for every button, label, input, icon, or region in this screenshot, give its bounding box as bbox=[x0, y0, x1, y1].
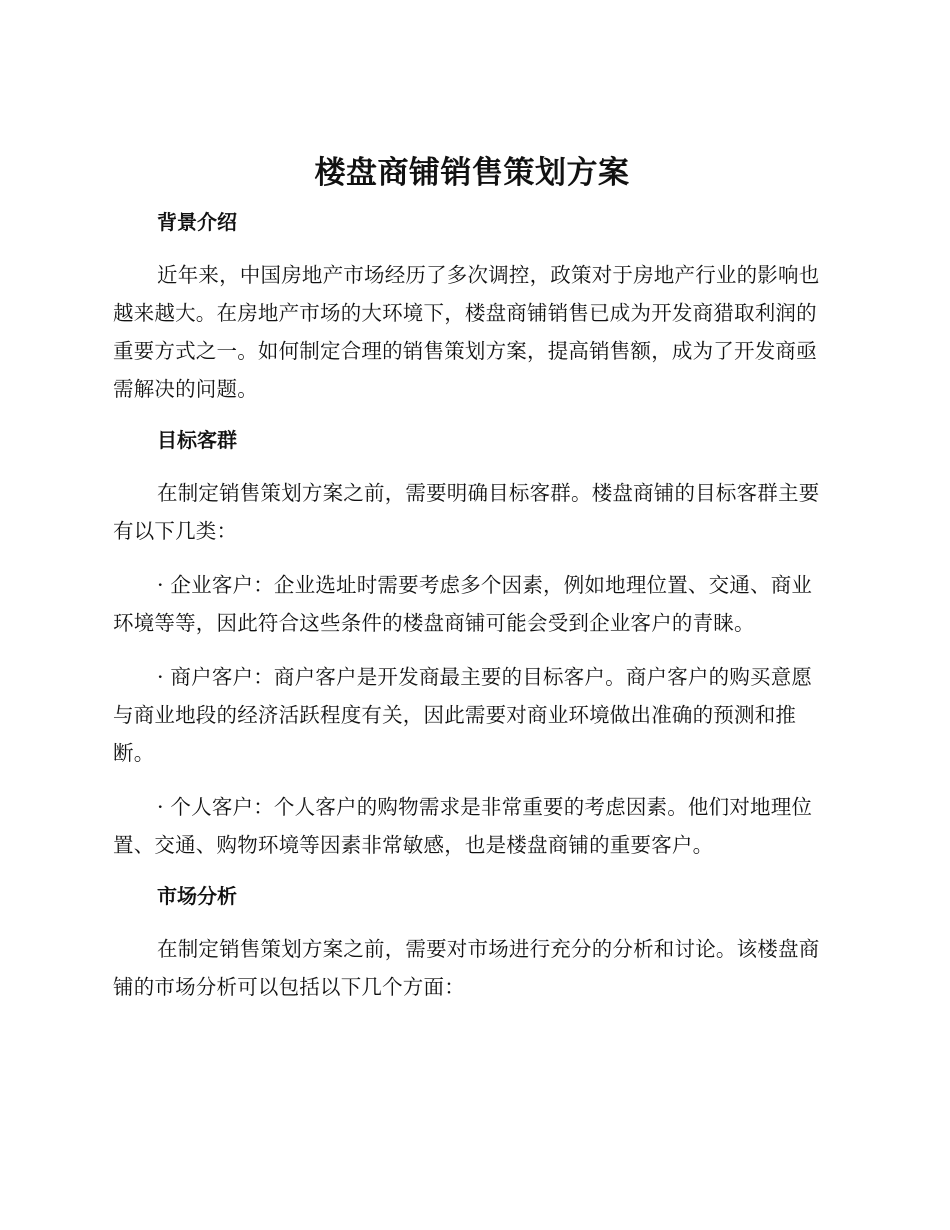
bullet-individual-customers: · 个人客户：个人客户的购物需求是非常重要的考虑因素。他们对地理位置、交通、购物环境等因素非常敏感，也是楼盘商铺的重要客户。 bbox=[113, 795, 813, 857]
section-heading-market-analysis: 市场分析 bbox=[157, 884, 237, 908]
bullet-enterprise-customers: · 企业客户：企业选址时需要考虑多个因素，例如地理位置、交通、商业环境等等，因此符合这些条件的楼盘商铺可能会受到企业客户的青睐。 bbox=[113, 573, 813, 635]
target-customers-paragraph: 在制定销售策划方案之前，需要明确目标客群。楼盘商铺的目标客群主要有以下几类： bbox=[113, 481, 820, 543]
background-paragraph: 近年来，中国房地产市场经历了多次调控，政策对于房地产行业的影响也越来越大。在房地产市场的大环境下，楼盘商铺销售已成为开发商猎取利润的重要方式之一。如何制定合理的销售策划方案，提高销售额，成为了开发商亟需解决的问题。 bbox=[113, 263, 820, 401]
section-heading-background: 背景介绍 bbox=[157, 210, 237, 234]
market-analysis-paragraph: 在制定销售策划方案之前，需要对市场进行充分的分析和讨论。该楼盘商铺的市场分析可以包括以下几个方面： bbox=[113, 937, 820, 999]
section-heading-target-customers: 目标客群 bbox=[157, 428, 237, 452]
document-title: 楼盘商铺销售策划方案 bbox=[314, 155, 630, 191]
document-content bbox=[113, 150, 831, 1022]
bullet-merchant-customers: · 商户客户：商户客户是开发商最主要的目标客户。商户客户的购买意愿与商业地段的经济活跃程度有关，因此需要对商业环境做出准确的预测和推断。 bbox=[113, 665, 813, 765]
